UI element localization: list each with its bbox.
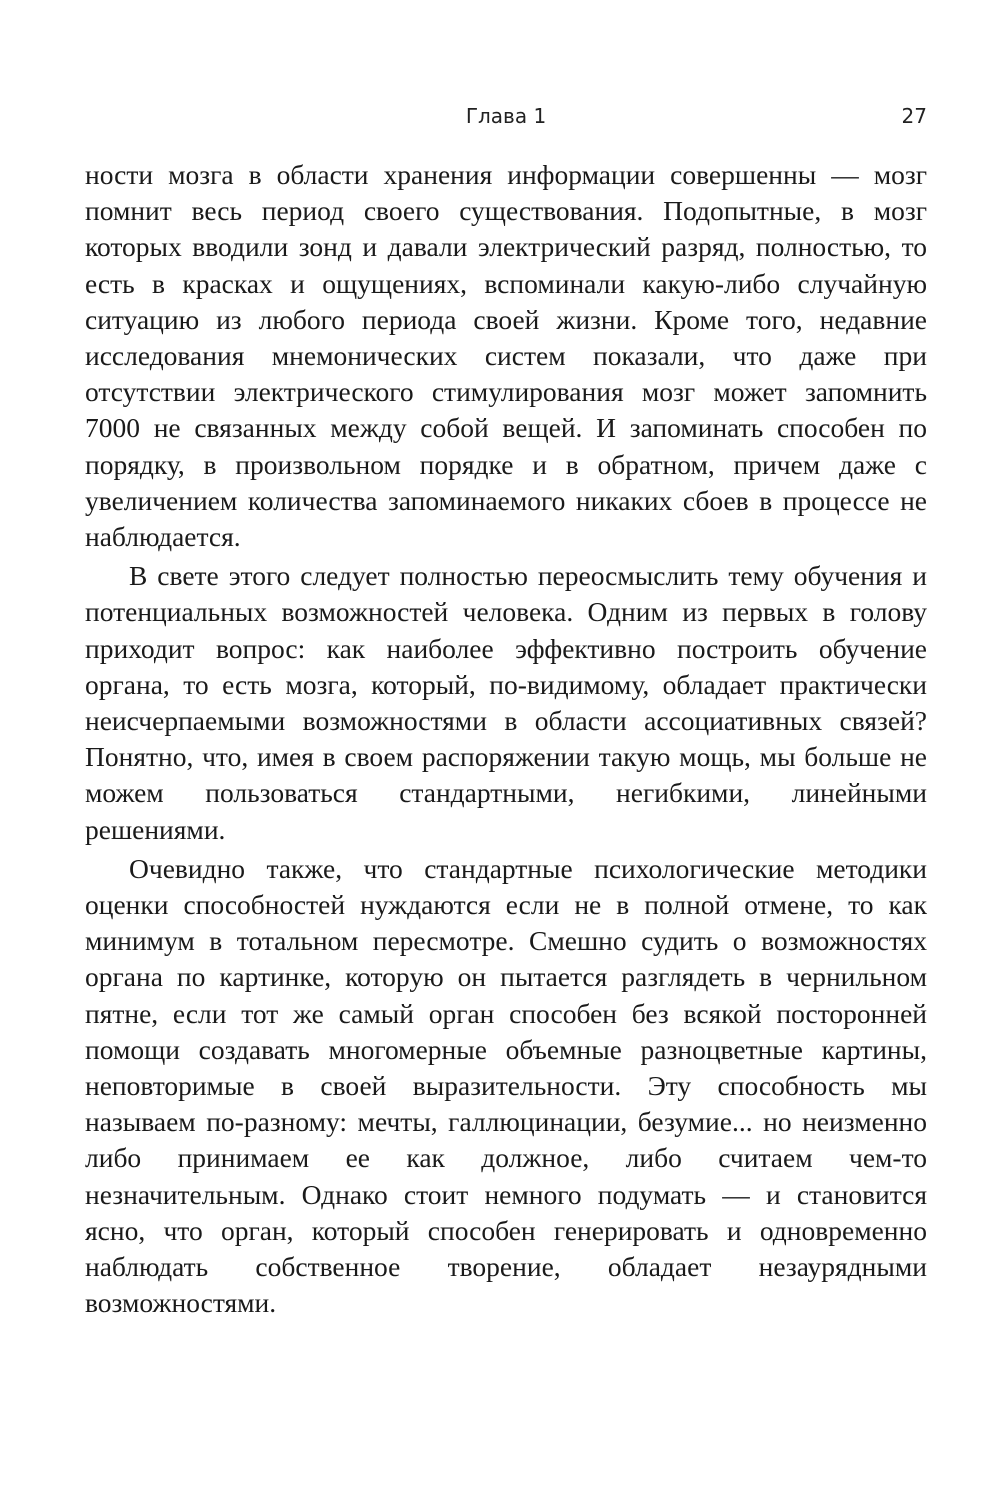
body-text: [85, 157, 927, 1322]
chapter-title: Глава 1: [465, 104, 547, 128]
paragraph-1: ности мозга в области хранения информации совершенны — мозг помнит весь период своего существования. Подопытные, в мозг которых вводили зонд и давали электрический разряд, полностью, то есть в красках и ощущениях, вспоминали какую-либо случайную ситуацию из любого периода своей жизни. Кроме того, недавние исследования мнемонических систем показали, что даже при отсутствии электрического стимулирования мозг может запомнить 7000 не связанных между собой вещей. И запоминать способен по порядку, в произвольном порядке и в обратном, причем даже с увеличением количества запоминаемого никаких сбоев в процессе не наблюдается.: [85, 159, 927, 553]
paragraph-2: В свете этого следует полностью переосмыслить тему обучения и потенциальных возможностей человека. Одним из первых в голову приходит вопрос: как наиболее эффективно построить обучение органа, то есть мозга, который, по-видимому, обладает практически неисчерпаемыми возможностями в области ассоциативных связей? Понятно, что, имея в своем распоряжении такую мощь, мы больше не можем пользоваться стандартными, негибкими, линейными решениями.: [85, 560, 927, 845]
page-number: 27: [901, 104, 927, 128]
paragraph-3: Очевидно также, что стандартные психологические методики оценки способностей нуждаются если не в полной отмене, то как минимум в тотальном пересмотре. Смешно судить о возможностях органа по картинке, которую он пытается разглядеть в чернильном пятне, если тот же самый орган способен без всякой посторонней помощи создавать многомерные объемные разноцветные картины, неповторимые в своей выразительности. Эту способность мы называем по-разному: мечты, галлюцинации, безумие... но неизменно либо принимаем ее как должное, либо считаем чем-то незначительным. Однако стоит немного подумать — и становится ясно, что орган, который способен генерировать и одновременно наблюдать собственное творение, обладает незаурядными возможностями.: [85, 852, 927, 1319]
running-head: [85, 104, 927, 134]
